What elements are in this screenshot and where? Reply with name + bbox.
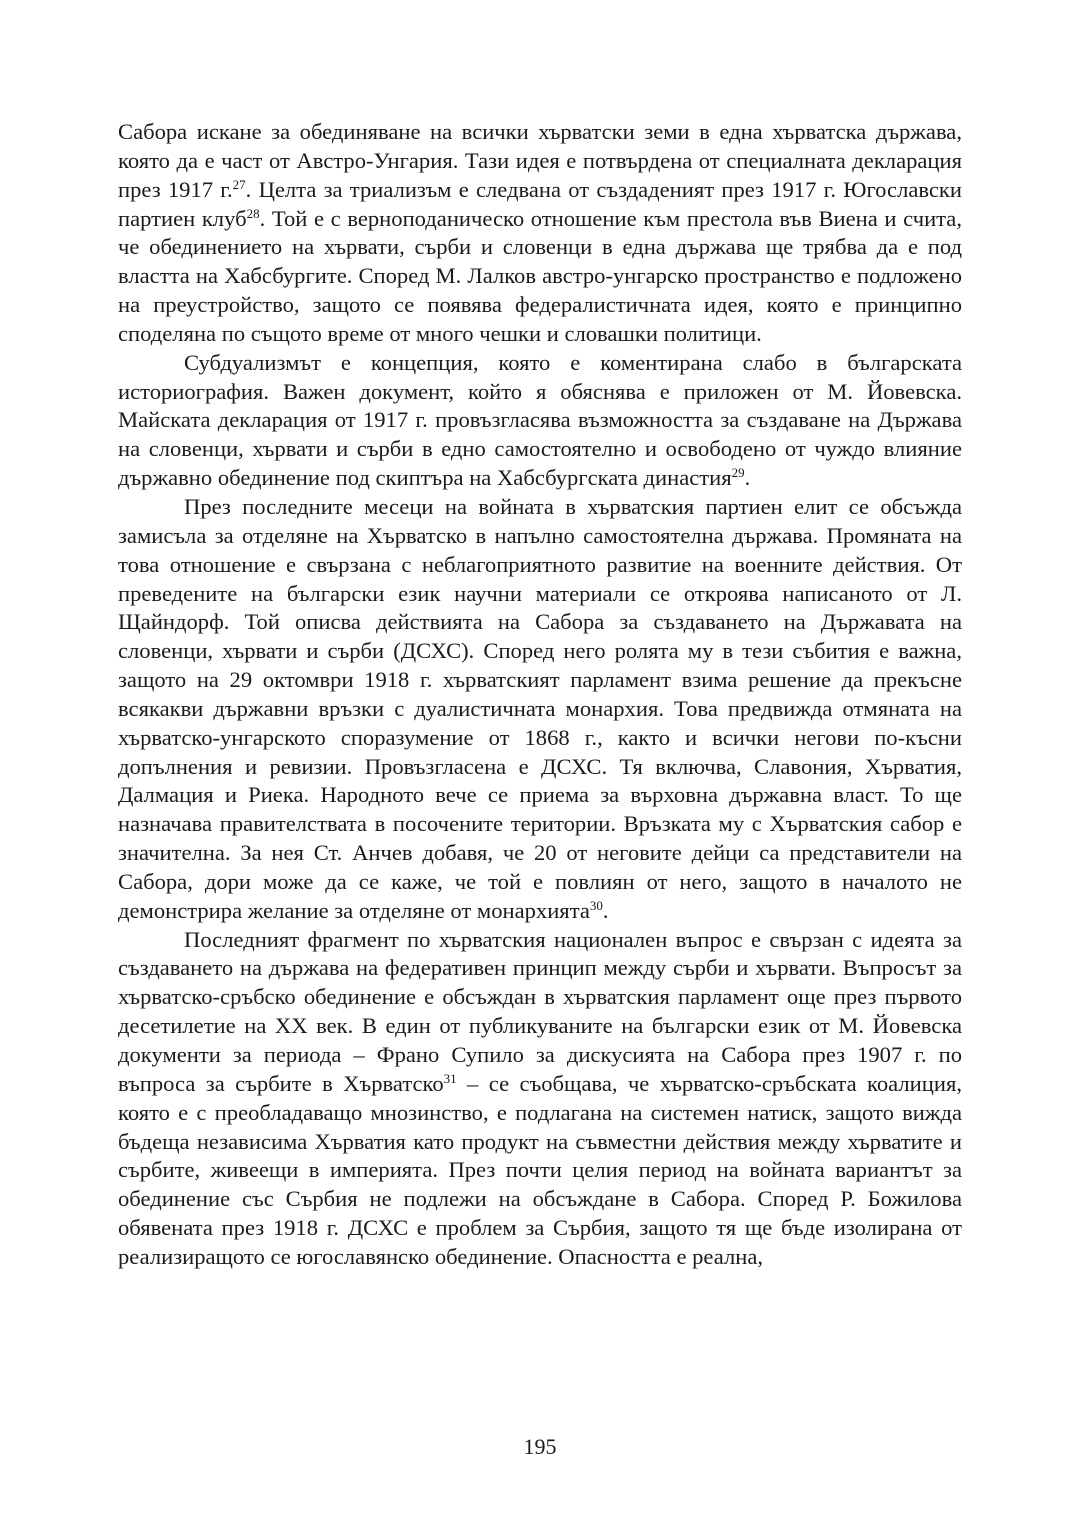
paragraph-1-text-1: Сабора искане за обединяване на всички хърватски земи в една хърватска държава, която да е част от Австро-Унгария. Тази идея е потвърдена от специалната декларация през 1917 г. <box>118 119 962 202</box>
paragraph-2-text-1: Субдуализмът е концепция, която е коментирана слабо в българската историография. Важен документ, който я обяснява е приложен от М. Йовевска. Майската декларация от 1917 г. провъзгласява възможността за създаване на Държава на словенци, хървати и сърби в едно самостоятелно и освободено от чуждо влияние държавно обединение под скиптъра на Хабсбургската династия <box>118 349 962 491</box>
page-body <box>118 118 962 1272</box>
paragraph-1 <box>118 118 962 349</box>
paragraph-4-text-1: Последният фрагмент по хърватския национален въпрос е свързан с идеята за създаването на държава на федеративен принцип между сърби и хървати. Въпросът за хърватско-сръбско обединение е обсъждан в хърватския парламент още през първото десетилетие на XX век. В един от публикуваните на български език от М. Йовевска документи за периода – Франо Супило за дискусията на Сабора през 1907 г. по въпроса за сърбите в Хърватско <box>118 926 962 1096</box>
paragraph-4-text-2: – се съобщава, че хърватско-сръбската коалиция, която е с преобладаващо мнозинство, е подлагана на системен натиск, защото вижда бъдеща независима Хърватия като продукт на съвместни действия между хърватите и сърбите, живеещи в империята. През почти целия период на войната вариантът за обединение със Сърбия не подлежи на обсъждане в Сабора. Според Р. Божилова обявената през 1918 г. ДСХС е проблем за Сърбия, защото тя ще бъде изолирана от реализиращото се югославянско обединение. Опасността е реална, <box>118 1070 962 1269</box>
paragraph-1-text-3: . Той е с верноподаническо отношение към престола във Виена и счита, че обединението на хървати, сърби и словенци в една държава ще трябва да е под властта на Хабсбургите. Според М. Лалков австро-унгарско пространство е подложено на преустройство, защото се появява федералистичната идея, която е принципно споделяна по същото време от много чешки и словашки политици. <box>118 205 962 346</box>
footnote-ref-28: 28 <box>246 205 260 221</box>
footnote-ref-31: 31 <box>443 1070 457 1086</box>
paragraph-2-text-2: . <box>744 465 751 491</box>
paragraph-3-text-2: . <box>602 897 609 923</box>
footnote-ref-29: 29 <box>731 465 745 481</box>
footnote-ref-27: 27 <box>232 176 246 192</box>
paragraph-1-text-2: . Целта за триализъм е следвана от създадeният през 1917 г. Югославски партиен клуб <box>118 176 963 231</box>
page-number: 195 <box>523 1434 557 1459</box>
paragraph-4 <box>118 926 962 1272</box>
paragraph-3-text-1: През последните месеци на войната в хърватския партиен елит се обсъжда замисъла за отделяне на Хърватско в напълно самостоятелна държава. Промяната на това отношение е свързана с неблагоприятното развитие на военните действия. От преведените на български език научни материали се откроява написаното от Л. Щайндорф. Той описва действията на Сабора за създаването на Държавата на словенци, хървати и сърби (ДСХС). Според него ролята му в тези събития е важна, защото на 29 октомври 1918 г. хърватският парламент взима решение да прекъсне всякакви държавни връзки с дуалистичната монархия. Това предвижда отмяната на хърватско-унгарското споразумение от 1868 г., както и всички негови по-късни допълнения и ревизии. Провъзгласена е ДСХС. Тя включва, Славония, Хърватия, Далмация и Риека. Народното вече се приема за върховна държавна власт. То ще назначава правителствата в посочените територии. Връзката му с Хърватския сабор е значителна. За нея Ст. Анчев добавя, че 20 от неговите дейци са представители на Сабора, дори може да се каже, че той е повлиян от него, защото в началото не демонстрира желание за отделяне от монархията <box>118 493 962 923</box>
footnote-ref-30: 30 <box>589 897 603 913</box>
paragraph-3 <box>118 493 962 926</box>
paragraph-2 <box>118 349 962 493</box>
